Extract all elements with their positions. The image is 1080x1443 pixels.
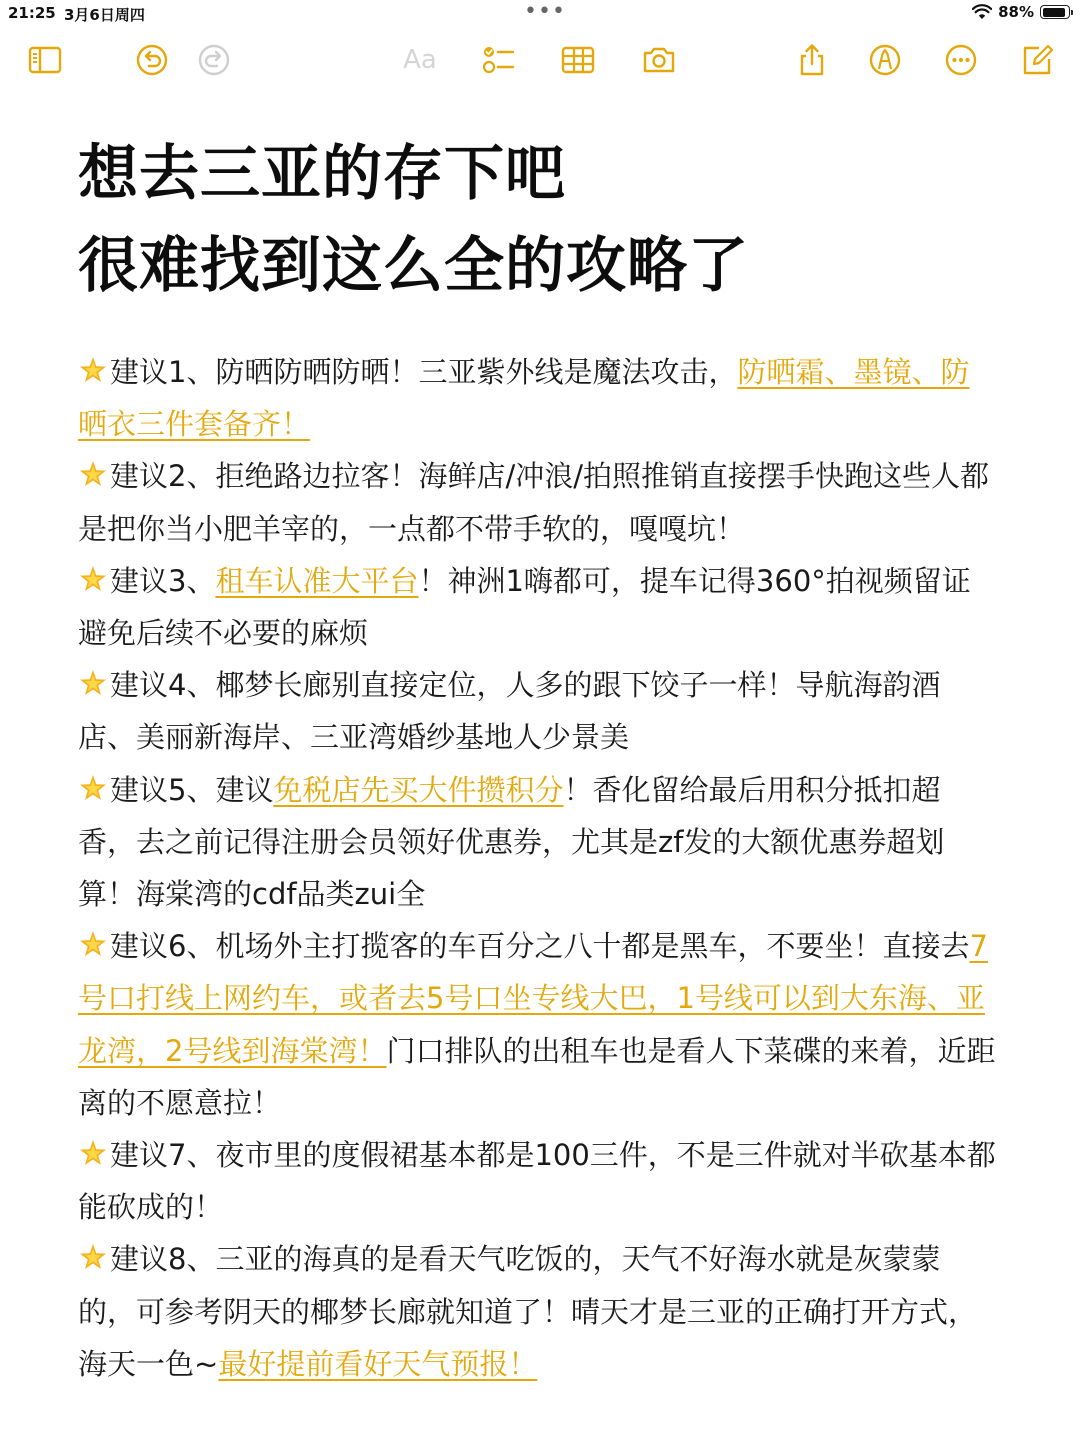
tip-3 [78, 555, 998, 659]
tip-7 [78, 1129, 998, 1233]
tip-text: 建议2、拒绝路边拉客！海鲜店/冲浪/拍照推销直接摆手快跑这些人都是把你当小肥羊宰的，一点都不带手软的，嘎嘎坑！ [78, 459, 989, 546]
status-right [972, 3, 1070, 21]
tip-1 [78, 346, 998, 450]
tip-text: 建议5、建议 [110, 772, 274, 807]
title-line-2: 很难找到这么全的攻略了 [78, 231, 749, 301]
note-title [78, 128, 998, 312]
star-emoji-icon [78, 460, 108, 490]
notes-toolbar [0, 38, 1080, 84]
star-emoji-icon [78, 930, 108, 960]
more-icon [943, 42, 979, 78]
star-emoji-icon [78, 356, 108, 386]
markup-button[interactable] [863, 38, 907, 82]
compose-button[interactable] [1015, 38, 1059, 82]
compose-icon [1019, 42, 1055, 78]
table-icon [560, 42, 596, 78]
camera-icon [641, 42, 677, 78]
undo-icon [134, 42, 170, 78]
sidebar-button[interactable] [23, 38, 67, 82]
star-emoji-icon [78, 565, 108, 595]
star-emoji-icon [78, 1139, 108, 1169]
tip-8 [78, 1233, 998, 1390]
tip-highlight: 租车认准大平台 [215, 563, 419, 598]
tip-text: 建议7、夜市里的度假裙基本都是100三件，不是三件就对半砍基本都能砍成的！ [78, 1138, 996, 1225]
star-emoji-icon [78, 1243, 108, 1273]
redo-icon [196, 42, 232, 78]
markup-pen-icon [867, 42, 903, 78]
checklist-button[interactable] [476, 38, 520, 82]
star-emoji-icon [78, 669, 108, 699]
tip-text: 建议3、 [110, 563, 216, 598]
star-emoji-icon [78, 774, 108, 804]
tip-text: 建议4、椰梦长廊别直接定位，人多的跟下饺子一样！导航海韵酒店、美丽新海岸、三亚湾婚纱基地人少景美 [78, 668, 941, 755]
undo-button[interactable] [130, 38, 174, 82]
text-format-button[interactable] [398, 38, 442, 82]
status-bar [0, 0, 1080, 28]
tip-6 [78, 920, 998, 1129]
table-button[interactable] [556, 38, 600, 82]
text-format-icon: Aa [403, 45, 437, 75]
camera-button[interactable] [637, 38, 681, 82]
battery-percent: 88% [998, 3, 1034, 21]
tip-text: 建议6、机场外主打揽客的车百分之八十都是黑车，不要坐！直接去 [110, 929, 970, 964]
multitasking-dots[interactable]: ••• [524, 0, 566, 24]
more-button[interactable] [939, 38, 983, 82]
wifi-icon [972, 4, 992, 20]
tips-list [78, 346, 998, 1390]
title-line-1: 想去三亚的存下吧 [78, 139, 566, 209]
tip-highlight: 7号口打线上网约车，或者去5号口坐专线大巴，1号线可以到大东海、亚龙湾，2号线到海棠湾！ [78, 929, 988, 1068]
tip-5 [78, 764, 998, 921]
tip-text: 建议8、三亚的海真的是看天气吃饭的，天气不好海水就是灰蒙蒙的，可参考阴天的椰梦长廊就知道了！晴天才是三亚的正确打开方式，海天一色~ [78, 1242, 978, 1381]
share-icon [794, 42, 830, 78]
note-body[interactable] [78, 128, 998, 1390]
status-time: 21:25 [8, 4, 56, 22]
tip-highlight: 最好提前看好天气预报！ [218, 1346, 538, 1381]
tip-text-continued: 门口排队的出租车也是看人下菜碟的来着，近距离的不愿意拉！ [78, 1033, 996, 1120]
tip-highlight: 免税店先买大件攒积分 [273, 772, 564, 807]
tip-2 [78, 450, 998, 554]
share-button[interactable] [790, 38, 834, 82]
battery-fill [1043, 8, 1065, 17]
tip-text: 建议1、防晒防晒防晒！三亚紫外线是魔法攻击， [110, 355, 738, 389]
tip-text-continued: ！香化留给最后用积分抵扣超香，去之前记得注册会员领好优惠券，尤其是zf发的大额优惠券超划算！海棠湾的cdf品类zui全 [78, 772, 945, 912]
redo-button[interactable] [192, 38, 236, 82]
battery-icon [1040, 5, 1070, 19]
sidebar-icon [27, 42, 63, 78]
status-date: 3月6日周四 [64, 6, 145, 24]
tip-text-continued: ！神洲1嗨都可，提车记得360°拍视频留证避免后续不必要的麻烦 [78, 563, 971, 651]
tip-4 [78, 659, 998, 763]
tip-highlight: 防晒霜、墨镜、防晒衣三件套备齐！ [78, 355, 970, 442]
checklist-icon [480, 42, 516, 78]
